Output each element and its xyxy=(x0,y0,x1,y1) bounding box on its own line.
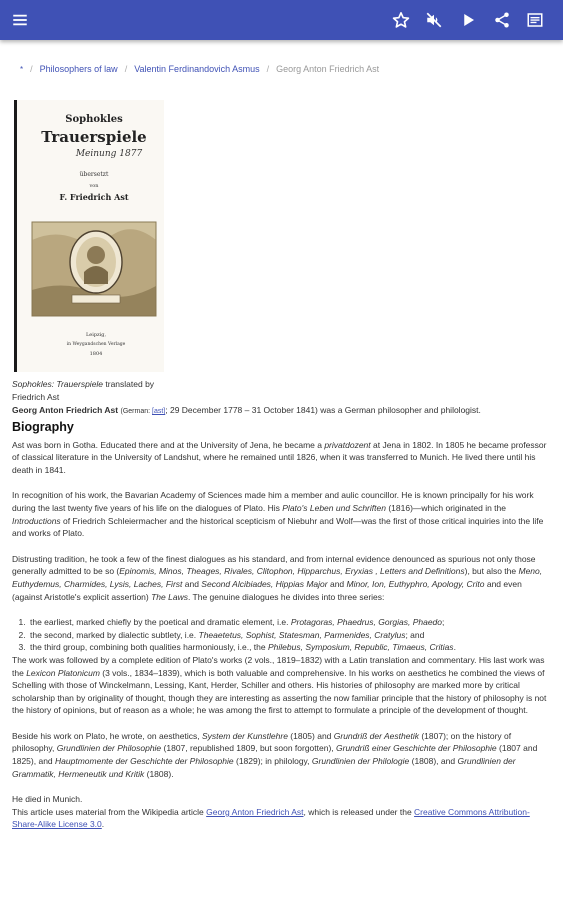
list-item: 1. the earliest, marked chiefly by the poetical and dramatic element, i.e. Protagoras, Phaedrus, Gorgias, Phaedo; xyxy=(28,616,552,629)
menu-icon xyxy=(11,11,29,29)
paragraph: The work was followed by a complete edition of Plato's works (2 vols., 1819–1832) with a Latin translation and commentary. His last work was the Lexicon Platonicum (3 vols., 1834–1839), which is both valuable and comprehensive. In his works on aesthetics he combined the views of Schelling with those of Winckelmann, Lessing, Kant, Herder, Schiller and others. His histories of philosophy are marked more by critical scholarship than by originality of thought, though they are interesting as asserting the now familiar principle that the history of philosophy is not the history of opinions, but of reason as a whole; he was among the first to attempt to formulate a principle of the development of thought. xyxy=(12,654,547,716)
breadcrumb-separator: / xyxy=(30,64,33,74)
caption-author: Friedrich Ast xyxy=(12,392,60,402)
volume-off-icon xyxy=(425,11,443,29)
article-subject: Georg Anton Friedrich Ast xyxy=(12,405,119,415)
wikipedia-article-link[interactable]: Georg Anton Friedrich Ast xyxy=(206,806,304,817)
lead-paragraph: Georg Anton Friedrich Ast (German: [ast]; 29 December 1778 – 31 October 1841) was a German philosopher and philologist. xyxy=(12,405,481,415)
subtitle-2: von xyxy=(89,183,99,189)
paragraph: Distrusting tradition, he took a few of the finest dialogues as his standard, and from internal evidence denounced as spurious not only those generally admitted to be so (Epinomis, Minos, Theages, Rivales, Clitophon, Hipparchus, Eryxias , Letters and Definitions), but also the Meno, Euthydemus, Charmides, Lysis, Laches, First and Second Alcibiades, Hippias Major and Minor, Ion, Euthyphro, Apology, Crito and even (against Aristotle's explicit assertion) The Laws. The genuine dialogues he divides into three series: xyxy=(12,553,543,602)
license-footer: This article uses material from the Wikipedia article Georg Anton Friedrich Ast, which is released under the Creative Commons Attribution-Share-Alike License 3.0. xyxy=(12,806,530,830)
dialogue-series-list xyxy=(28,616,552,654)
menu-button[interactable] xyxy=(8,8,32,32)
list-item: 3. the third group, combining both qualities harmoniously, i.e., the Philebus, Symposium, Republic, Timaeus, Critias. xyxy=(28,641,552,654)
favorite-button[interactable] xyxy=(389,8,413,32)
article-content xyxy=(12,404,552,831)
title-line-2: Trauerspiele xyxy=(41,128,147,146)
app-bar xyxy=(0,0,563,40)
play-icon xyxy=(459,11,477,29)
caption-text: translated by xyxy=(103,379,155,389)
paragraph: Ast was born in Gotha. Educated there and at the University of Jena, he became a privatdozent at Jena in 1802. In 1805 he became professor of classical literature in the University of Landshut, where he remained until 1826, when it was transferred to Munich. He lived there until his death in 1841. xyxy=(12,439,547,475)
imprint-3: 1804 xyxy=(89,351,103,357)
share-button[interactable] xyxy=(490,8,514,32)
paragraph: He died in Munich. xyxy=(12,794,83,805)
subtitle-3: F. Friedrich Ast xyxy=(59,192,129,202)
subtitle-1: übersetzt xyxy=(79,171,109,178)
breadcrumb-home-link[interactable]: * xyxy=(20,65,24,74)
title-page-illustration xyxy=(14,100,164,372)
mute-button[interactable] xyxy=(422,8,446,32)
play-button[interactable] xyxy=(456,8,480,32)
book-title-page-image[interactable] xyxy=(14,100,164,372)
ipa-link[interactable]: [ast] xyxy=(152,408,166,415)
handwritten-note: Meinung 1877 xyxy=(75,149,143,159)
paragraph: In recognition of his work, the Bavarian Academy of Sciences made him a member and aulic councillor. He is known principally for his work during the last twenty five years of his life on the dialogues of Plato. His Plato's Leben und Schriften (1816)—which originated in the Introductions of Friedrich Schleiermacher and the historical scepticism of Niebuhr and Wolf—was the first of those critical inquiries into the life and works of Plato. xyxy=(12,490,544,539)
breadcrumb-separator: / xyxy=(266,64,270,74)
title-line-1: Sophokles xyxy=(65,114,123,125)
imprint-2: in Weygandschen Verlage xyxy=(66,342,126,347)
reader-mode-button[interactable] xyxy=(523,8,547,32)
reader-icon xyxy=(526,11,544,29)
license-link[interactable]: Creative Commons Attribution-Share-Alike License 3.0 xyxy=(12,806,530,830)
breadcrumb xyxy=(20,64,379,74)
breadcrumb-current: Georg Anton Friedrich Ast xyxy=(276,64,380,74)
breadcrumb-separator: / xyxy=(124,64,128,74)
language-tag: German xyxy=(122,408,149,415)
share-icon xyxy=(493,11,511,29)
imprint-1: Leipzig, xyxy=(85,332,107,338)
breadcrumb-link-asmus[interactable]: Valentin Ferdinandovich Asmus xyxy=(134,64,260,74)
list-item: 2. the second, marked by dialectic subtlety, i.e. Theaetetus, Sophist, Statesman, Parmenides, Cratylus; and xyxy=(28,629,552,642)
image-caption xyxy=(12,378,182,404)
caption-title: Sophokles: Trauerspiele xyxy=(12,379,104,389)
paragraph: Beside his work on Plato, he wrote, on aesthetics, System der Kunstlehre (1805) and Grundriß der Aesthetik (1807); on the history of philosophy, Grundlinien der Philosophie (1807, republished 1809, but soon forgotten), Grundriß einer Geschichte der Philosophie (1807 and 1825), and Hauptmomente der Geschichte der Philosophie (1829); in philology, Grundlinien der Philologie (1808), and Grundlinien der Grammatik, Hermeneutik und Kritik (1808). xyxy=(12,730,538,779)
section-heading-biography: Biography xyxy=(12,419,74,434)
breadcrumb-link-philosophers-of-law[interactable]: Philosophers of law xyxy=(39,64,118,74)
star-outline-icon xyxy=(392,11,410,29)
